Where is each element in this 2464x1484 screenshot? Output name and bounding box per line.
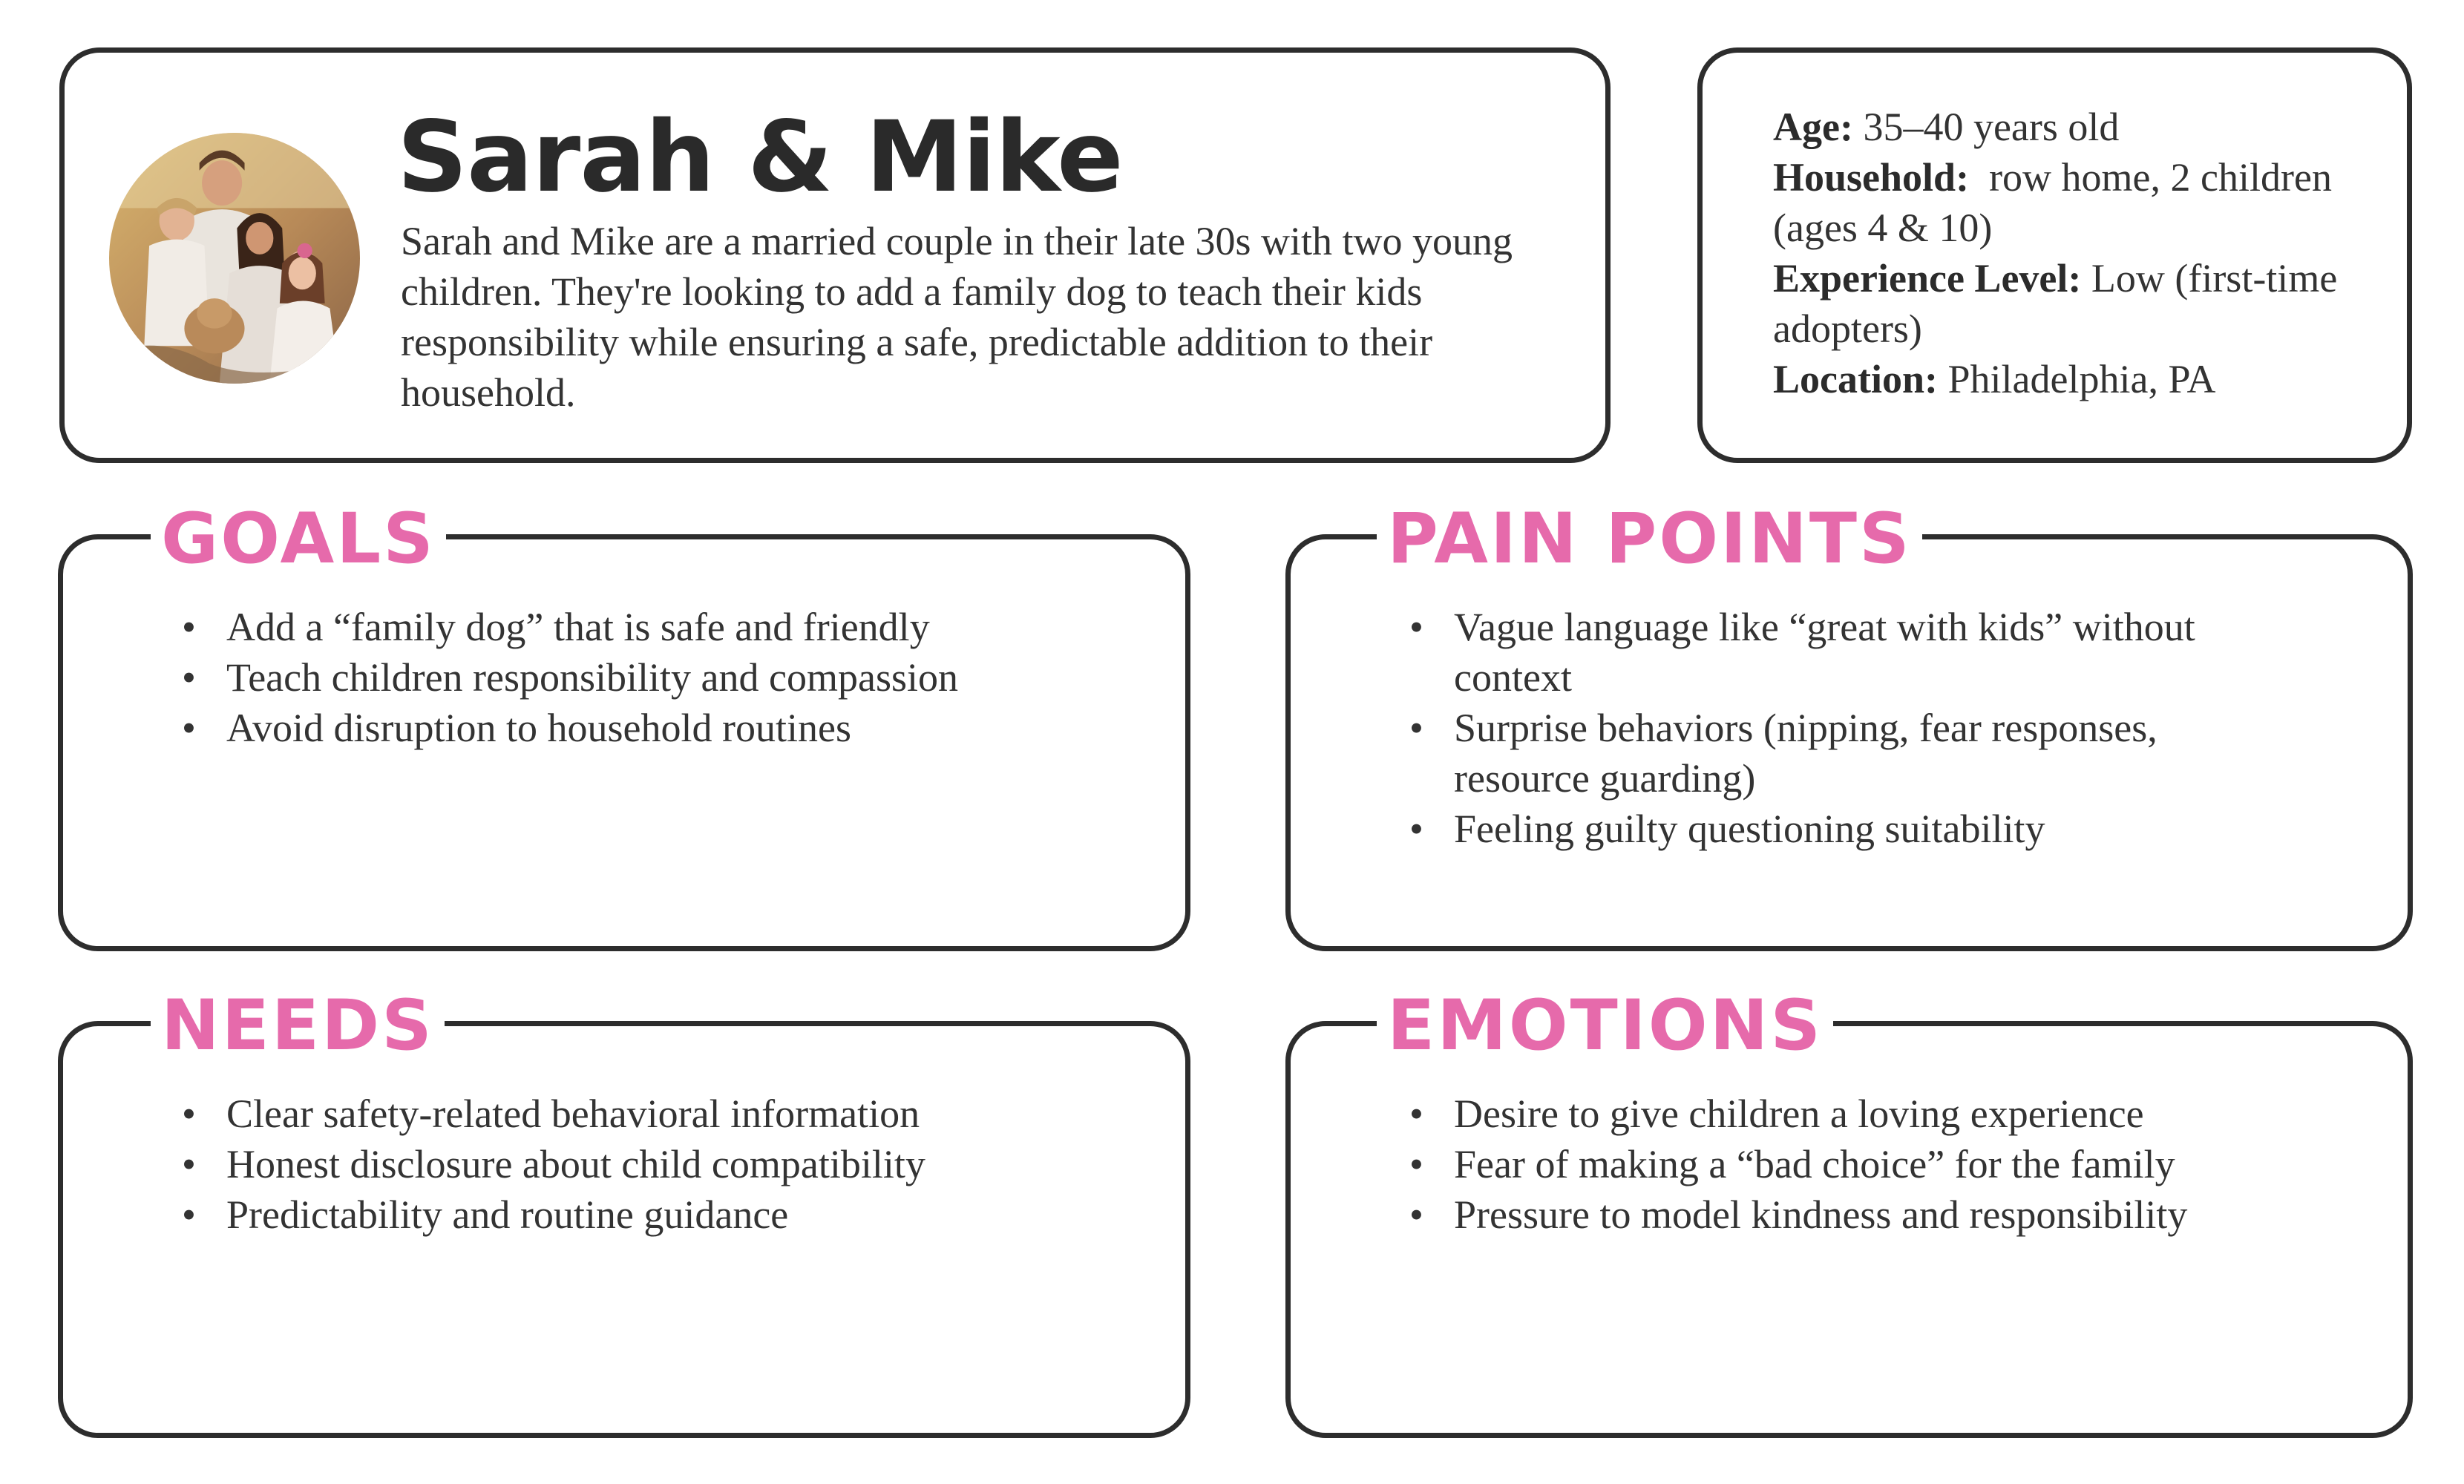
- persona-name: Sarah & Mike: [397, 100, 1123, 214]
- fact-location: [1773, 354, 2396, 404]
- emotions-list: [1409, 1089, 2285, 1240]
- list-item: • Avoid disruption to household routines: [182, 703, 1058, 753]
- goals-list: [182, 602, 1058, 753]
- list-item: • Desire to give children a loving experience: [1409, 1089, 2285, 1139]
- fact-location-label: Location:: [1773, 357, 1938, 401]
- goals-title: GOALS: [151, 499, 446, 580]
- needs-title: NEEDS: [151, 986, 445, 1066]
- list-item: • Surprise behaviors (nipping, fear responses, resource guarding): [1409, 703, 2285, 804]
- needs-card: [58, 985, 1190, 1438]
- list-item: • Honest disclosure about child compatibility: [182, 1139, 1058, 1189]
- list-item: • Vague language like “great with kids” without context: [1409, 602, 2285, 703]
- needs-list: [182, 1089, 1058, 1240]
- profile-card: [59, 47, 1611, 463]
- facts-list: [1773, 102, 2396, 404]
- list-item: • Pressure to model kindness and responsibility: [1409, 1189, 2285, 1240]
- emotions-title: EMOTIONS: [1377, 986, 1833, 1066]
- fact-household: [1773, 152, 2396, 253]
- fact-age: [1773, 102, 2396, 152]
- list-item: • Feeling guilty questioning suitability: [1409, 804, 2285, 854]
- list-item: • Teach children responsibility and compassion: [182, 652, 1058, 703]
- fact-experience-value: Low (first-time adopters): [1773, 256, 2338, 351]
- family-photo: [109, 133, 360, 384]
- fact-experience-label: Experience Level:: [1773, 256, 2082, 301]
- persona-description: Sarah and Mike are a married couple in their late 30s with two young children. They're looking to add a family dog to teach their kids responsibility while ensuring a safe, predictable addition to their household.: [401, 219, 1513, 415]
- list-item: • Fear of making a “bad choice” for the family: [1409, 1139, 2285, 1189]
- facts-card: [1697, 47, 2412, 463]
- fact-age-label: Age:: [1773, 105, 1853, 149]
- list-item: • Predictability and routine guidance: [182, 1189, 1058, 1240]
- fact-age-value: 35–40 years old: [1863, 105, 2120, 149]
- emotions-card: [1285, 985, 2413, 1438]
- fact-experience: [1773, 253, 2396, 354]
- pain-points-list: [1409, 602, 2285, 854]
- fact-location-value: Philadelphia, PA: [1947, 357, 2216, 401]
- avatar: [109, 133, 360, 384]
- pain-points-card: [1285, 499, 2413, 951]
- pain-points-title: PAIN POINTS: [1377, 499, 1922, 580]
- list-item: • Clear safety-related behavioral information: [182, 1089, 1058, 1139]
- list-item: • Add a “family dog” that is safe and friendly: [182, 602, 1058, 652]
- fact-household-label: Household:: [1773, 155, 1970, 200]
- fact-household-value: row home, 2 children (ages 4 & 10): [1773, 155, 2332, 250]
- goals-card: [58, 499, 1190, 951]
